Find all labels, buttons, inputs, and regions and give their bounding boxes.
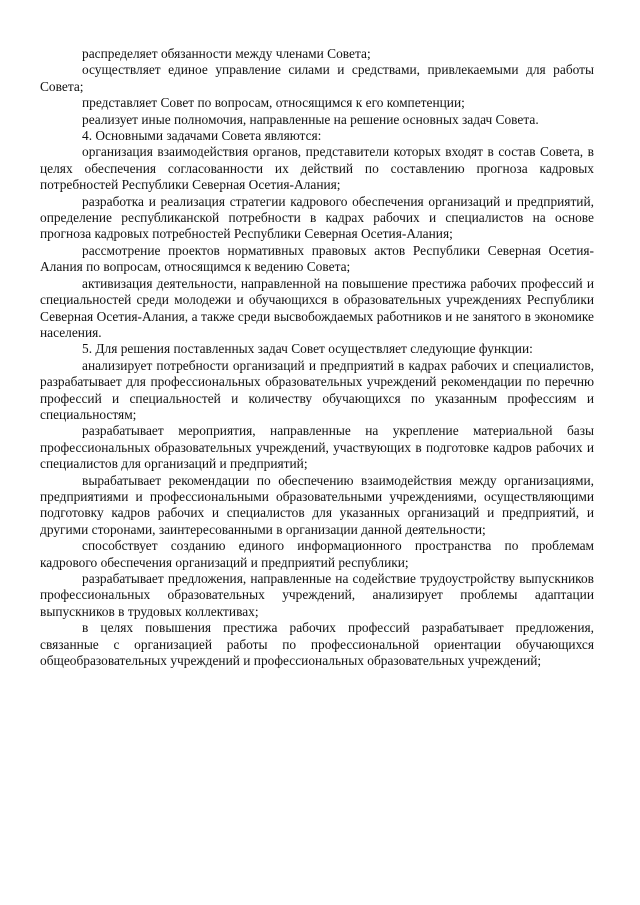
paragraph-15: разрабатывает предложения, направленные на содействие трудоустройству выпускников профессиональных образовательных учреждений, анализирует проблемы адаптации выпускников в трудовых коллективах; (40, 571, 594, 619)
paragraph-16: в целях повышения престижа рабочих профессий разрабатывает предложения, связанные с организацией работы по профессиональной ориентации обучающихся общеобразовательных учреждений и профессиональных образовательных учреждений; (40, 620, 594, 669)
paragraph-14: способствует созданию единого информационного пространства по проблемам кадрового обеспечения организаций и предприятий республики; (40, 538, 594, 570)
section-5-heading: 5. Для решения поставленных задач Совет осуществляет следующие функции: (82, 341, 533, 357)
paragraph-13: вырабатывает рекомендации по обеспечению взаимодействия между организациями, предприятиями и профессиональными образовательными учреждениями, осуществляющими подготовку кадров рабочих и специалистов для указанных организаций и предприятий, и другими сторонами, заинтересованными в организации данной деятельности; (40, 472, 594, 537)
paragraph-8: рассмотрение проектов нормативных правовых актов Республики Северная Осетия-Алания по вопросам, относящимся к ведению Совета; (40, 242, 594, 275)
paragraph-4: реализует иные полномочия, направленные на решение основных задач Совета. (82, 111, 539, 127)
paragraph-7: разработка и реализация стратегии кадрового обеспечения организаций и предприятий, определение республиканской потребности в кадрах рабочих и специалистов на основе прогноза кадровых потребностей Республики Северная Осетия-Алания; (40, 193, 594, 242)
paragraph-6: организация взаимодействия органов, представители которых входят в состав Совета, в целях обеспечения согласованности их действий по составлению прогноза кадровых потребностей Республики Северная Осетия-Алания; (40, 144, 594, 193)
paragraph-12: разрабатывает мероприятия, направленные на укрепление материальной базы профессиональных образовательных учреждений, участвующих в подготовке кадров рабочих и специалистов для организаций и предприятий; (40, 423, 594, 472)
paragraph-2: осуществляет единое управление силами и средствами, привлекаемыми для работы Совета; (40, 62, 594, 94)
paragraph-11: анализирует потребности организаций и предприятий в кадрах рабочих и специалистов, разрабатывает для профессиональных образовательных учреждений рекомендации по перечню профессий и специальностей и количеству обучающихся по указанным профессиям и специальностям; (40, 357, 594, 422)
paragraph-3: представляет Совет по вопросам, относящимся к его компетенции; (82, 95, 465, 111)
document-page (40, 46, 594, 669)
paragraph-9: активизация деятельности, направленной на повышение престижа рабочих профессий и специальностей среди молодежи и обучающихся в образовательных учреждениях Республики Северная Осетия-Алания, а также среди высвобождаемых работников и не занятого в экономике населения. (40, 275, 594, 340)
paragraph-1: распределяет обязанности между членами Совета; (82, 46, 371, 61)
section-4-heading: 4. Основными задачами Совета являются: (82, 128, 322, 144)
